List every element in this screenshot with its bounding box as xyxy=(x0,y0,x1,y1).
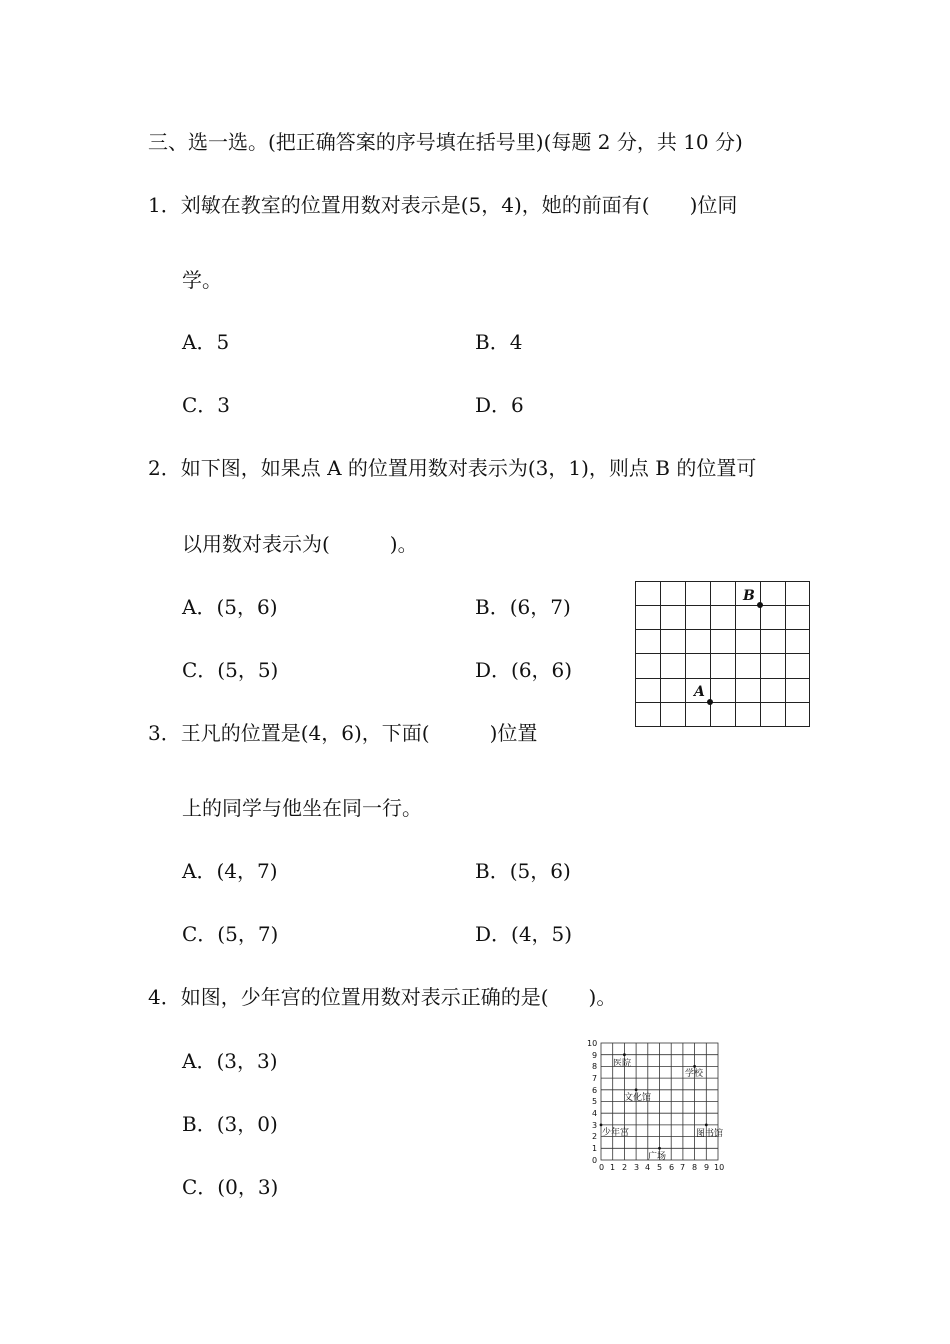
q1-option-a[interactable]: A．5 xyxy=(182,330,230,354)
question-1-stem-cont: 学。 xyxy=(182,268,222,292)
y-tick-4: 4 xyxy=(592,1109,598,1118)
point-a-marker xyxy=(707,699,713,705)
question-3-stem-cont: 上的同学与他坐在同一行。 xyxy=(182,796,422,820)
q2-grid-figure xyxy=(635,581,810,727)
question-2-stem-cont: 以用数对表示为( )。 xyxy=(182,532,418,556)
place-library: 图书馆 xyxy=(696,1129,724,1139)
y-tick-8: 8 xyxy=(592,1062,598,1071)
x-tick-7: 7 xyxy=(680,1163,686,1172)
x-tick-8: 8 xyxy=(692,1163,698,1172)
x-tick-9: 9 xyxy=(704,1163,710,1172)
q2-option-d[interactable]: D．(6，6) xyxy=(475,658,573,682)
q1-option-d[interactable]: D．6 xyxy=(475,393,524,417)
q3-option-a[interactable]: A．(4，7) xyxy=(182,859,278,883)
x-tick-3: 3 xyxy=(634,1163,640,1172)
place-hospital: 医院 xyxy=(613,1059,632,1069)
x-tick-10: 10 xyxy=(714,1163,725,1172)
y-tick-9: 9 xyxy=(592,1051,598,1060)
point-b-marker xyxy=(757,602,763,608)
school-marker xyxy=(693,1065,696,1068)
x-tick-4: 4 xyxy=(645,1163,651,1172)
y-tick-2: 2 xyxy=(592,1132,598,1141)
q3-option-b[interactable]: B．(5，6) xyxy=(475,859,571,883)
x-tick-5: 5 xyxy=(657,1163,663,1172)
place-school: 学校 xyxy=(685,1069,704,1079)
q1-option-c[interactable]: C．3 xyxy=(182,393,231,417)
question-2-stem: 2．如下图，如果点 A 的位置用数对表示为(3，1)，则点 B 的位置可 xyxy=(148,456,757,480)
q4-x-ticks xyxy=(599,1163,724,1172)
x-tick-0: 0 xyxy=(599,1163,605,1172)
q4-y-ticks xyxy=(587,1039,597,1165)
culture-hall-marker xyxy=(635,1088,638,1091)
q4-option-a[interactable]: A．(3，3) xyxy=(182,1049,278,1073)
y-tick-0: 0 xyxy=(592,1156,598,1165)
library-marker xyxy=(705,1124,708,1127)
x-tick-6: 6 xyxy=(669,1163,675,1172)
place-square: 广场 xyxy=(648,1152,667,1162)
y-tick-5: 5 xyxy=(592,1097,598,1106)
q3-option-d[interactable]: D．(4，5) xyxy=(475,922,573,946)
q2-option-a[interactable]: A．(5，6) xyxy=(182,595,278,619)
question-4-stem: 4．如图，少年宫的位置用数对表示正确的是( )。 xyxy=(148,985,617,1009)
q2-option-c[interactable]: C．(5，5) xyxy=(182,658,279,682)
hospital-marker xyxy=(623,1053,626,1056)
x-tick-1: 1 xyxy=(610,1163,616,1172)
square-marker xyxy=(658,1147,661,1150)
q4-option-c[interactable]: C．(0，3) xyxy=(182,1175,279,1199)
point-a-label: A xyxy=(694,684,705,700)
place-culture-hall: 文化馆 xyxy=(624,1093,652,1103)
q4-coordinate-map xyxy=(585,1038,735,1178)
question-3-stem: 3．王凡的位置是(4，6)，下面( )位置 xyxy=(148,721,538,745)
q2-grid-lines xyxy=(635,581,810,727)
q1-option-b[interactable]: B．4 xyxy=(475,330,523,354)
y-tick-6: 6 xyxy=(592,1086,598,1095)
y-tick-1: 1 xyxy=(592,1144,598,1153)
youth-palace-marker xyxy=(600,1124,603,1127)
y-tick-3: 3 xyxy=(592,1121,598,1130)
y-tick-7: 7 xyxy=(592,1074,598,1083)
y-tick-10: 10 xyxy=(587,1039,598,1048)
place-youth-palace: 少年宫 xyxy=(602,1128,630,1138)
q2-option-b[interactable]: B．(6，7) xyxy=(475,595,571,619)
q4-places xyxy=(600,1053,723,1162)
section-title: 三、选一选。(把正确答案的序号填在括号里)(每题 2 分，共 10 分) xyxy=(148,130,743,154)
point-b-label: B xyxy=(743,588,755,604)
q3-option-c[interactable]: C．(5，7) xyxy=(182,922,279,946)
q4-option-b[interactable]: B．(3，0) xyxy=(182,1112,278,1136)
x-tick-2: 2 xyxy=(622,1163,628,1172)
question-1-stem: 1．刘敏在教室的位置用数对表示是(5，4)，她的前面有( )位同 xyxy=(148,193,738,217)
